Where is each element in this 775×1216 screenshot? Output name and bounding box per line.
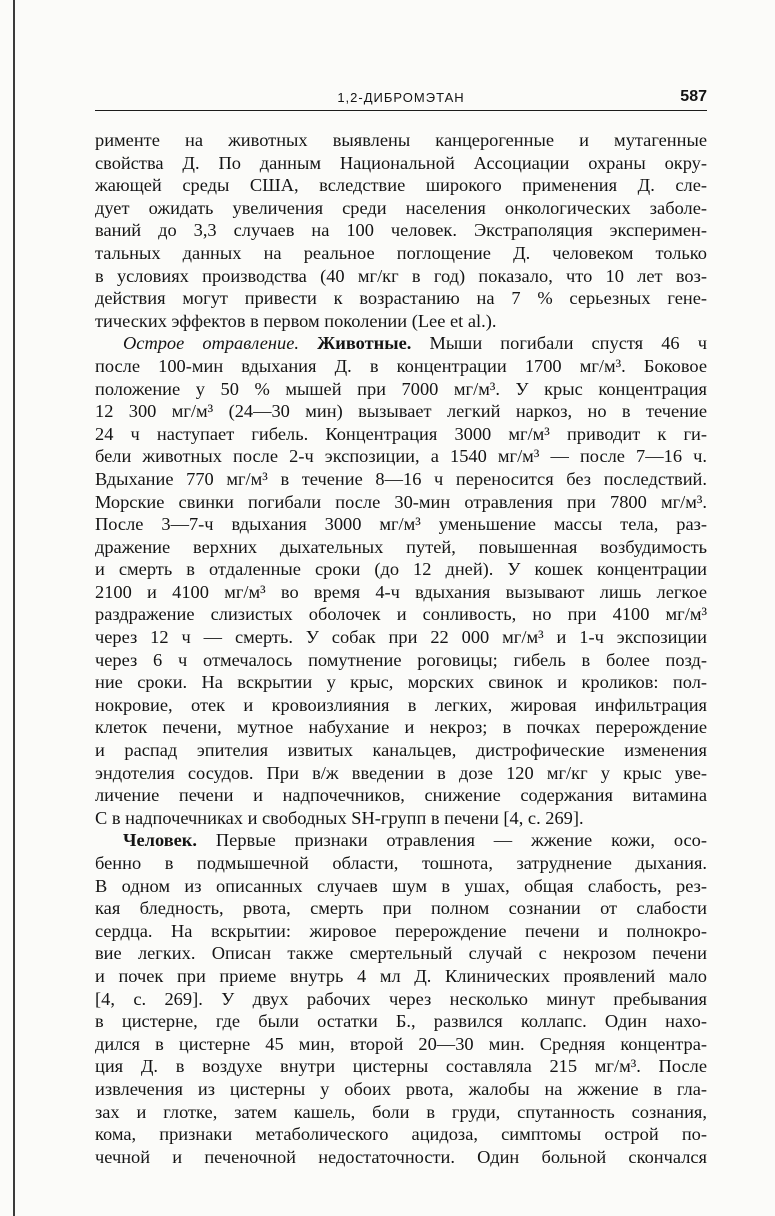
- text-line: После 3—7-ч вдыхания 3000 мг/м³ уменьшение массы тела, раз-: [95, 514, 707, 535]
- text-line: ваний до 3,3 случаев на 100 человек. Экстраполяция эксперимен-: [95, 220, 707, 241]
- text-line: жающей среды США, вследствие широкого применения Д. сле-: [95, 175, 707, 196]
- text-line: кома, признаки метаболического ацидоза, симптомы острой по-: [95, 1124, 707, 1145]
- paragraph-human: [95, 829, 707, 1168]
- text-line: ние сроки. На вскрытии у крыс, морских свинок и кроликов: пол-: [95, 672, 707, 693]
- text-line: В одном из описанных случаев шум в ушах, общая слабость, рез-: [95, 875, 707, 896]
- text-line: действия могут привести к возрастанию на 7 % серьезных гене-: [95, 288, 707, 309]
- text-line: ция Д. в воздухе внутри цистерны составляла 215 мг/м³. После: [95, 1056, 707, 1077]
- text-line: 24 ч наступает гибель. Концентрация 3000 мг/м³ приводит к ги-: [95, 423, 707, 444]
- text-line: тальных данных на реальное поглощение Д. человеком только: [95, 242, 707, 263]
- text-line: Морские свинки погибали после 30-мин отравления при 7800 мг/м³.: [95, 491, 707, 512]
- text-line: после 100-мин вдыхания Д. в концентрации 1700 мг/м³. Боковое: [95, 355, 707, 376]
- body-text: [95, 129, 707, 1168]
- text-line: [95, 829, 707, 852]
- text-line: зах и глотке, затем кашель, боли в груди, спутанность сознания,: [95, 1101, 707, 1122]
- text-line: 2100 и 4100 мг/м³ во время 4-ч вдыхания вызывают лишь легкое: [95, 581, 707, 602]
- text-line: С в надпочечниках и свободных SH-групп в печени [4, с. 269].: [95, 807, 584, 828]
- text-line: эндотелия сосудов. При в/ж введении в дозе 120 мг/кг у крыс уве-: [95, 762, 707, 783]
- text-line: дился в цистерне 45 мин, второй 20—30 мин. Средняя концентра-: [95, 1033, 707, 1054]
- text-line: и распад эпителия извитых канальцев, дистрофические изменения: [95, 740, 707, 761]
- text-run: Первые признаки отравления — жжение кожи, осо-: [215, 830, 707, 851]
- text-line: и смерть в отдаленные сроки (до 12 дней). У кошек концентрации: [95, 559, 707, 580]
- paragraph-acute-poisoning-animals: [95, 332, 707, 829]
- subsection-heading-animals: Животные.: [317, 333, 412, 354]
- text-line: в условиях производства (40 мг/кг в год) показало, что 10 лет воз-: [95, 265, 707, 286]
- page-number: 587: [680, 88, 707, 105]
- text-line: в цистерне, где были остатки Б., развился коллапс. Один нахо-: [95, 1011, 707, 1032]
- text-line: вие легких. Описан также смертельный случай с некрозом печени: [95, 943, 707, 964]
- text-line: [95, 332, 707, 355]
- text-line: 12 300 мг/м³ (24—30 мин) вызывает легкий наркоз, но в течение: [95, 401, 707, 422]
- paragraph-carcinogenicity: [95, 129, 707, 332]
- text-line: нокровие, отек и кровоизлияния в легких, жировая инфильтрация: [95, 694, 707, 715]
- text-line: [4, с. 269]. У двух рабочих через несколько минут пребывания: [95, 988, 707, 1009]
- section-heading-acute-poisoning: Острое отравление.: [123, 333, 299, 354]
- text-line: положение у 50 % мышей при 7000 мг/м³. У крыс концентрация: [95, 378, 707, 399]
- text-line: бели животных после 2-ч экспозиции, а 1540 мг/м³ — после 7—16 ч.: [95, 446, 707, 467]
- text-line: личение печени и надпочечников, снижение содержания витамина: [95, 785, 707, 806]
- text-line: рименте на животных выявлены канцерогенные и мутагенные: [95, 130, 707, 150]
- text-line: через 12 ч — смерть. У собак при 22 000 мг/м³ и 1-ч экспозиции: [95, 627, 707, 648]
- text-line: свойства Д. По данным Национальной Ассоциации охраны окру-: [95, 152, 707, 173]
- running-title: 1,2-ДИБРОМЭТАН: [337, 90, 465, 105]
- text-line: чечной и печеночной недостаточности. Один больной скончался: [95, 1146, 707, 1167]
- page-binding-edge: [13, 0, 15, 1216]
- text-line: тических эффектов в первом поколении (Lee et al.).: [95, 310, 497, 331]
- text-line: и почек при приеме внутрь 4 мл Д. Клинических проявлений мало: [95, 965, 707, 986]
- page-header: [95, 88, 707, 111]
- text-line: Вдыхание 770 мг/м³ в течение 8—16 ч переносится без последствий.: [95, 468, 707, 489]
- text-line: кая бледность, рвота, смерть при полном сознании от слабости: [95, 898, 707, 919]
- subsection-heading-human: Человек.: [123, 830, 198, 851]
- text-line: клеток печени, мутное набухание и некроз; в почках перерождение: [95, 717, 707, 738]
- text-line: бенно в подмышечной области, тошнота, затруднение дыхания.: [95, 853, 707, 873]
- text-line: раздражение слизистых оболочек и сонливость, но при 4100 мг/м³: [95, 604, 707, 625]
- text-line: извлечения из цистерны у обоих рвота, жалобы на жжение в гла-: [95, 1078, 707, 1099]
- text-line: через 6 ч отмечалось помутнение роговицы; гибель в более позд-: [95, 649, 707, 670]
- text-line: дражение верхних дыхательных путей, повышенная возбудимость: [95, 536, 707, 557]
- text-run: Мыши погибали спустя 46 ч: [429, 333, 707, 354]
- text-line: дует ожидать увеличения среди населения онкологических заболе-: [95, 197, 707, 218]
- text-line: сердца. На вскрытии: жировое перерождение печени и полнокро-: [95, 920, 707, 941]
